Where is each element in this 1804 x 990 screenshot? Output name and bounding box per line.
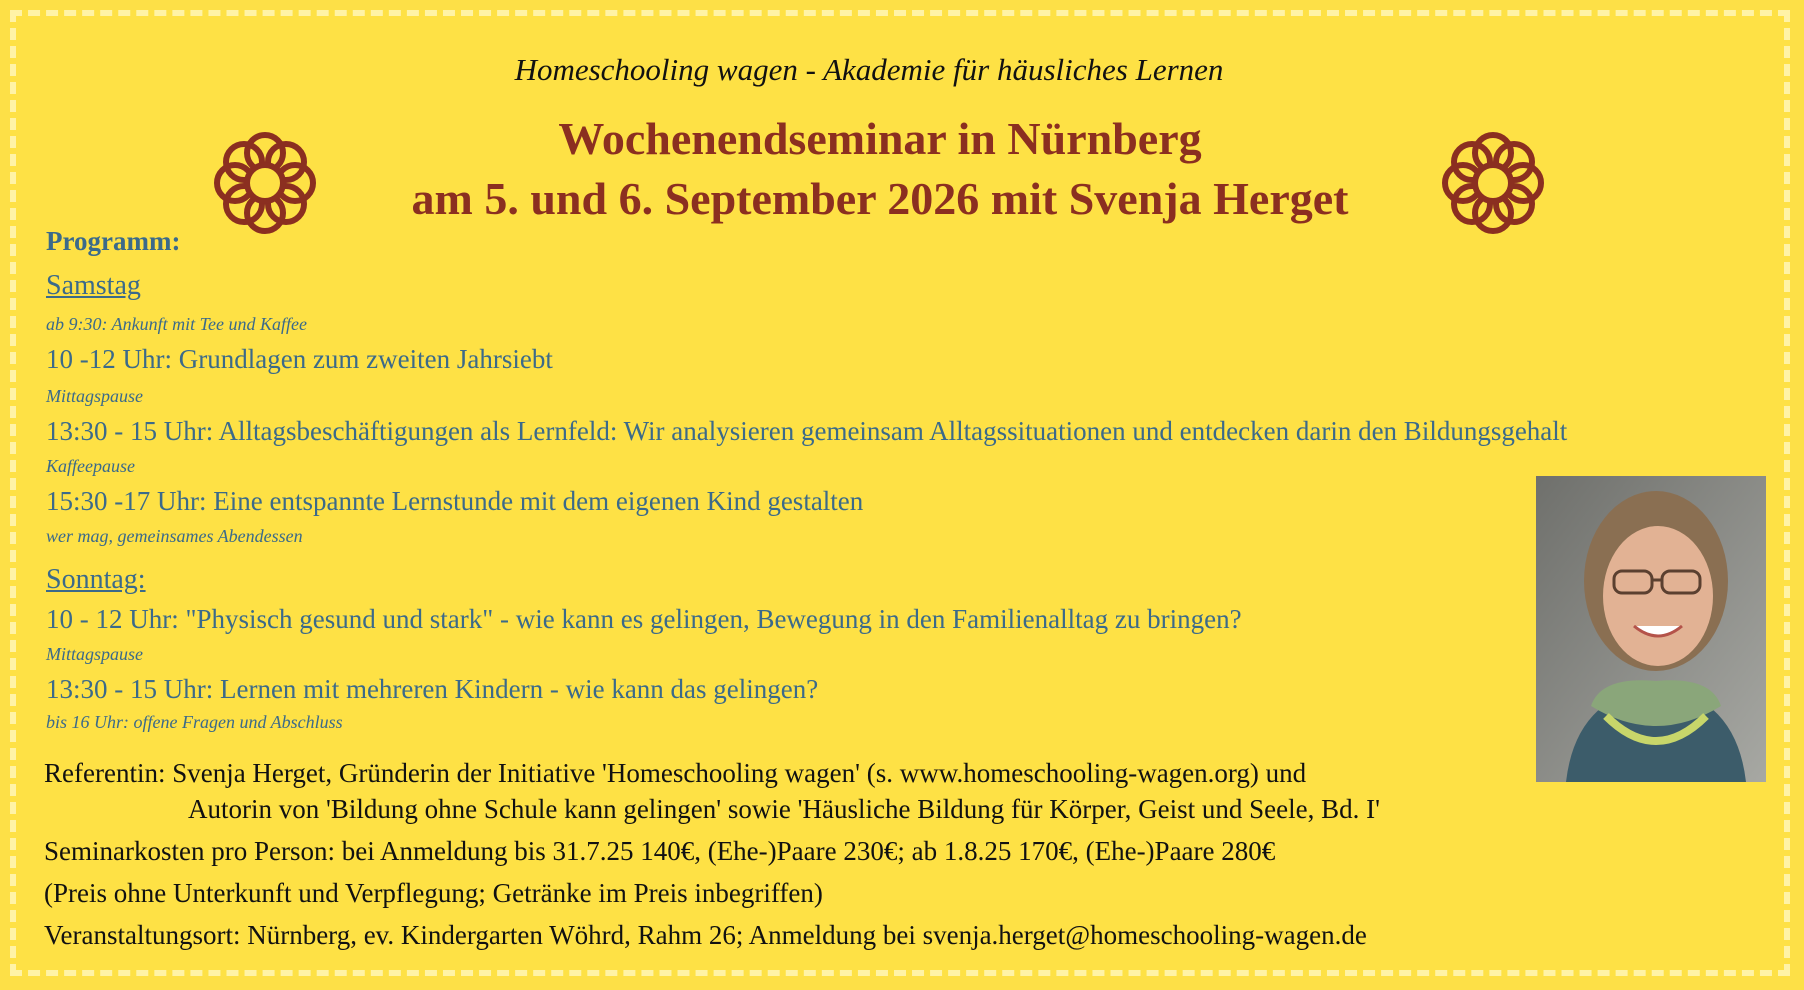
speaker-line-2: Autorin von 'Bildung ohne Schule kann gelingen' sowie 'Häusliche Bildung für Körper, Geist und Seele, Bd. I' [188, 794, 1380, 824]
saturday-slot-1: 10 -12 Uhr: Grundlagen zum zweiten Jahrsiebt [46, 344, 553, 374]
program-label: Programm: [46, 226, 181, 256]
saturday-evening-note: wer mag, gemeinsames Abendessen [46, 526, 303, 546]
costs-note: (Preis ohne Unterkunft und Verpflegung; Getränke im Preis inbegriffen) [44, 878, 823, 908]
sunday-break-1: Mittagspause [46, 644, 143, 664]
sunday-heading: Sonntag: [46, 564, 146, 595]
costs: Seminarkosten pro Person: bei Anmeldung bis 31.7.25 140€, (Ehe-)Paare 230€; ab 1.8.25 170€, (Ehe-)Paare 280€ [44, 836, 1276, 866]
speaker-line-1: Referentin: Svenja Herget, Gründerin der Initiative 'Homeschooling wagen' (s. www.homeschooling-wagen.org) und [44, 758, 1307, 788]
saturday-arrival-note: ab 9:30: Ankunft mit Tee und Kaffee [46, 314, 307, 334]
title-line2: am 5. und 6. September 2026 mit Svenja Herget [411, 173, 1349, 224]
sunday-slot-1: 10 - 12 Uhr: "Physisch gesund und stark" - wie kann es gelingen, Bewegung in den Familienalltag zu bringen? [46, 604, 1242, 634]
saturday-break-2: Kaffeepause [46, 456, 135, 476]
title-line1: Wochenendseminar in Nürnberg [558, 113, 1202, 164]
saturday-heading: Samstag [46, 270, 141, 301]
speaker-photo [1536, 476, 1766, 782]
sunday-slot-2: 13:30 - 15 Uhr: Lernen mit mehreren Kindern - wie kann das gelingen? [46, 674, 819, 704]
saturday-slot-2: 13:30 - 15 Uhr: Alltagsbeschäftigungen als Lernfeld: Wir analysieren gemeinsam Alltagssituationen und entdecken darin den Bildungsgehalt [46, 416, 1568, 446]
subtitle: Homeschooling wagen - Akademie für häusliches Lernen [514, 52, 1224, 87]
sunday-closing-note: bis 16 Uhr: offene Fragen und Abschluss [46, 712, 343, 732]
saturday-slot-3: 15:30 -17 Uhr: Eine entspannte Lernstunde mit dem eigenen Kind gestalten [46, 486, 864, 516]
saturday-break-1: Mittagspause [46, 386, 143, 406]
venue: Veranstaltungsort: Nürnberg, ev. Kindergarten Wöhrd, Rahm 26; Anmeldung bei svenja.herget@homeschooling-wagen.de [44, 920, 1367, 950]
